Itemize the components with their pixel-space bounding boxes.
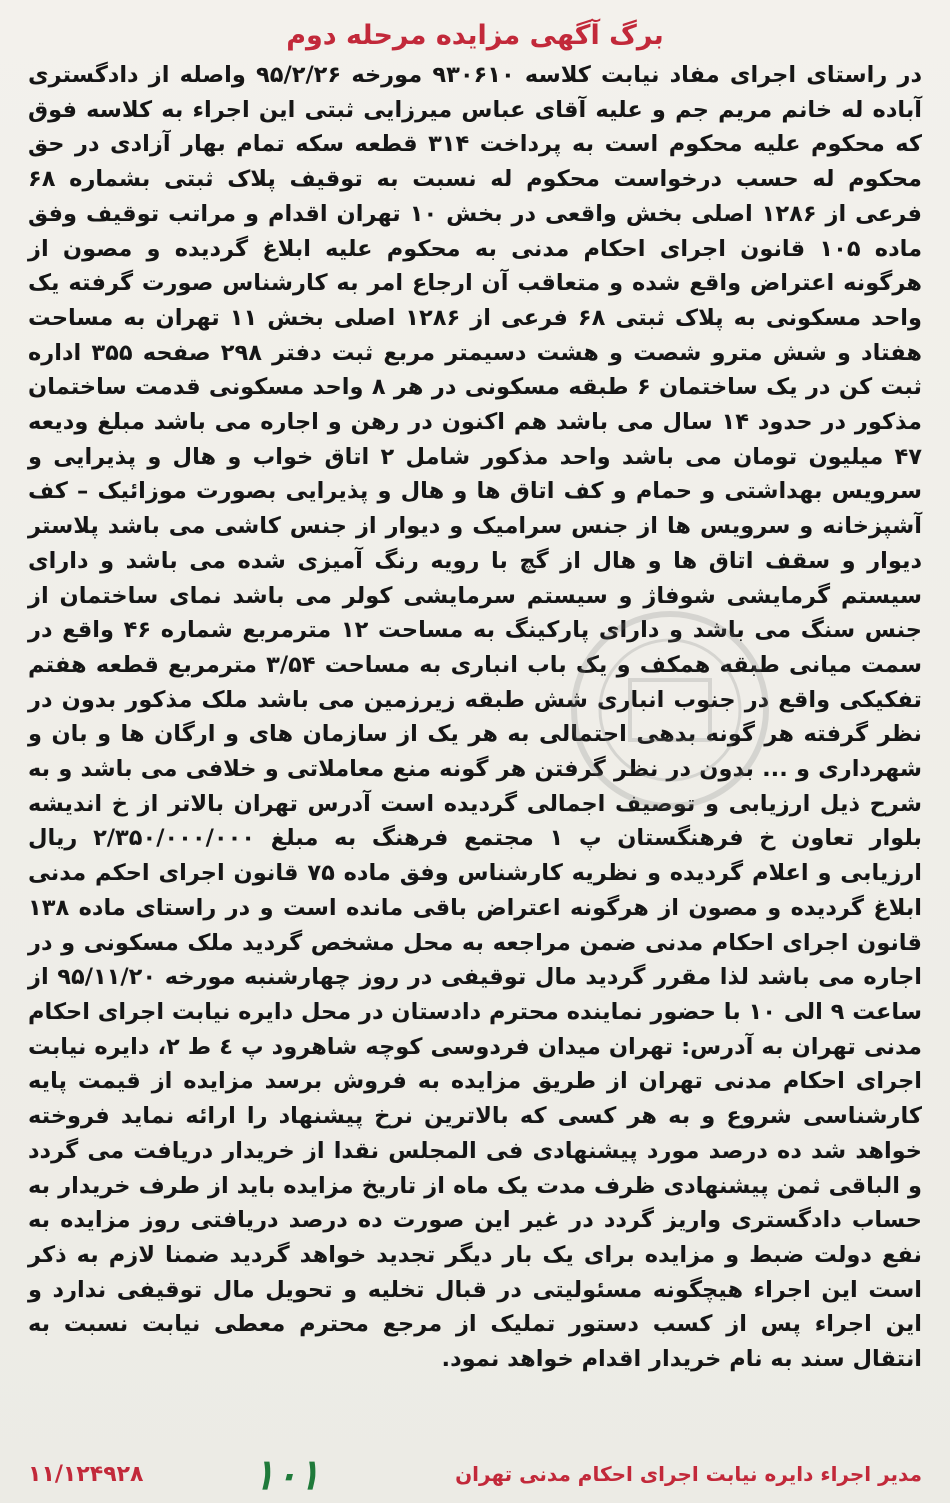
notice-title: برگ آگهی مزایده مرحله دوم [286, 20, 664, 51]
issue-number: ۱۰۱ [252, 1449, 321, 1499]
reference-number: ۱۱/۱۲۴۹۲۸ [28, 1461, 144, 1487]
notice-footer [28, 1449, 922, 1499]
notice-body: در راستای اجرای مفاد نیابت کلاسه ۹۳۰۶۱۰ مورخه ۹۵/۲/۲۶ واصله از دادگستری آباده له خانم مریم جم و علیه آقای عباس میرزایی ثبتی این اجراء به کلاسه فوق که محکوم علیه محکوم است به پرداخت ۳۱۴ قطعه سکه تمام بهار آزادی در حق محکوم له حسب درخواست محکوم له نسبت به توقیف پلاک ثبتی بشماره ۶۸ فرعی از ۱۲۸۶ اصلی بخش واقعی در بخش ۱۰ تهران اقدام و مراتب توقیف وفق ماده ۱۰۵ قانون اجرای احکام مدنی به محکوم علیه ابلاغ گردیده و مصون از هرگونه اعتراض واقع شده و متعاقب آن ارجاع امر به کارشناس صورت گرفته یک واحد مسکونی به پلاک ثبتی ۶۸ فرعی از ۱۲۸۶ اصلی بخش ۱۱ تهران به مساحت هفتاد و شش مترو شصت و هشت دسیمتر مربع ثبت دفتر ۲۹۸ صفحه ۳۵۵ اداره ثبت کن در یک ساختمان ۶ طبقه مسکونی در هر ۸ واحد مسکونی قدمت ساختمان مذکور در حدود ۱۴ سال می باشد هم اکنون در رهن و اجاره می باشد مبلغ ودیعه ۴۷ میلیون تومان می باشد واحد مذکور شامل ۲ اتاق خواب و هال و پذیرایی و سرویس بهداشتی و حمام و کف اتاق ها و هال و پذیرایی بصورت موزائیک – کف آشپزخانه و سرویس ها از جنس سرامیک و دیوار از جنس کاشی می باشد پلاستر دیوار و سقف اتاق ها و هال از گچ با رویه رنگ آمیزی شده می باشد و دارای سیستم گرمایشی شوفاژ و سیستم سرمایشی کولر می باشد نمای ساختمان از جنس سنگ می باشد و دارای پارکینگ به مساحت ۱۲ مترمربع شماره ۴۶ واقع در سمت میانی طبقه همکف و یک باب انباری به مساحت ۳/۵۴ مترمربع قطعه هفتم تفکیکی واقع در جنوب انباری شش طبقه زیرزمین می باشد ملک مذکور بدون در نظر گرفته هر گونه بدهی احتمالی به هر یک از سازمان های و ارگان ها و بان و شهرداری و ... بدون در نظر گرفتن هر گونه منع معاملاتی و خلافی می باشد و به شرح ذیل ارزیابی و توصیف اجمالی گردیده است آدرس تهران بالاتر از خ اندیشه بلوار تعاون خ فرهنگستان پ ۱ مجتمع فرهنگ به مبلغ ۲/۳۵۰/۰۰۰/۰۰۰ ریال ارزیابی و اعلام گردیده و نظریه کارشناس وفق ماده ۷۵ قانون اجرای احکم مدنی ابلاغ گردیده و مصون از هرگونه اعتراض باقی مانده است و در راستای ماده ۱۳۸ قانون اجرای احکام مدنی ضمن مراجعه به محل مشخص گردید ملک مسکونی و در اجاره می باشد لذا مقرر گردید مال توقیفی در روز چهارشنبه مورخه ۹۵/۱۱/۲۰ از ساعت ۹ الی ۱۰ با حضور نماینده محترم دادستان در محل دایره نیابت اجرای احکام مدنی تهران به آدرس: تهران میدان فردوسی کوچه شاهرود پ ٤ ط ۲، دایره نیابت اجرای احکام مدنی تهران از طریق مزایده به فروش برسد مزایده از قیمت پایه کارشناسی شروع و به هر کسی که بالاترین نرخ پیشنهاد را ارائه نماید فروخته خواهد شد ده درصد مورد پیشنهادی فی المجلس نقدا از خریدار دریافت می گردد و الباقی ثمن پیشنهادی ظرف مدت یک ماه از تاریخ مزایده باید از طرف خریدار به حساب دادگستری واریز گردد در غیر این صورت ده درصد دریافتی روز مزایده به نفع دولت ضبط و مزایده برای یک بار دیگر تجدید خواهد گردید ضمنا لازم به ذکر است این اجراء هیچگونه مسئولیتی در قبال تخلیه و تحویل مال توقیفی ندارد و این اجراء پس از کسب دستور تملیک از مرجع محترم معطی نیابت نسبت به انتقال سند به نام خریدار اقدام خواهد نمود. [28, 62, 923, 1373]
signatory-line: مدیر اجراء دایره نیابت اجرای احکام مدنی تهران [455, 1462, 922, 1486]
